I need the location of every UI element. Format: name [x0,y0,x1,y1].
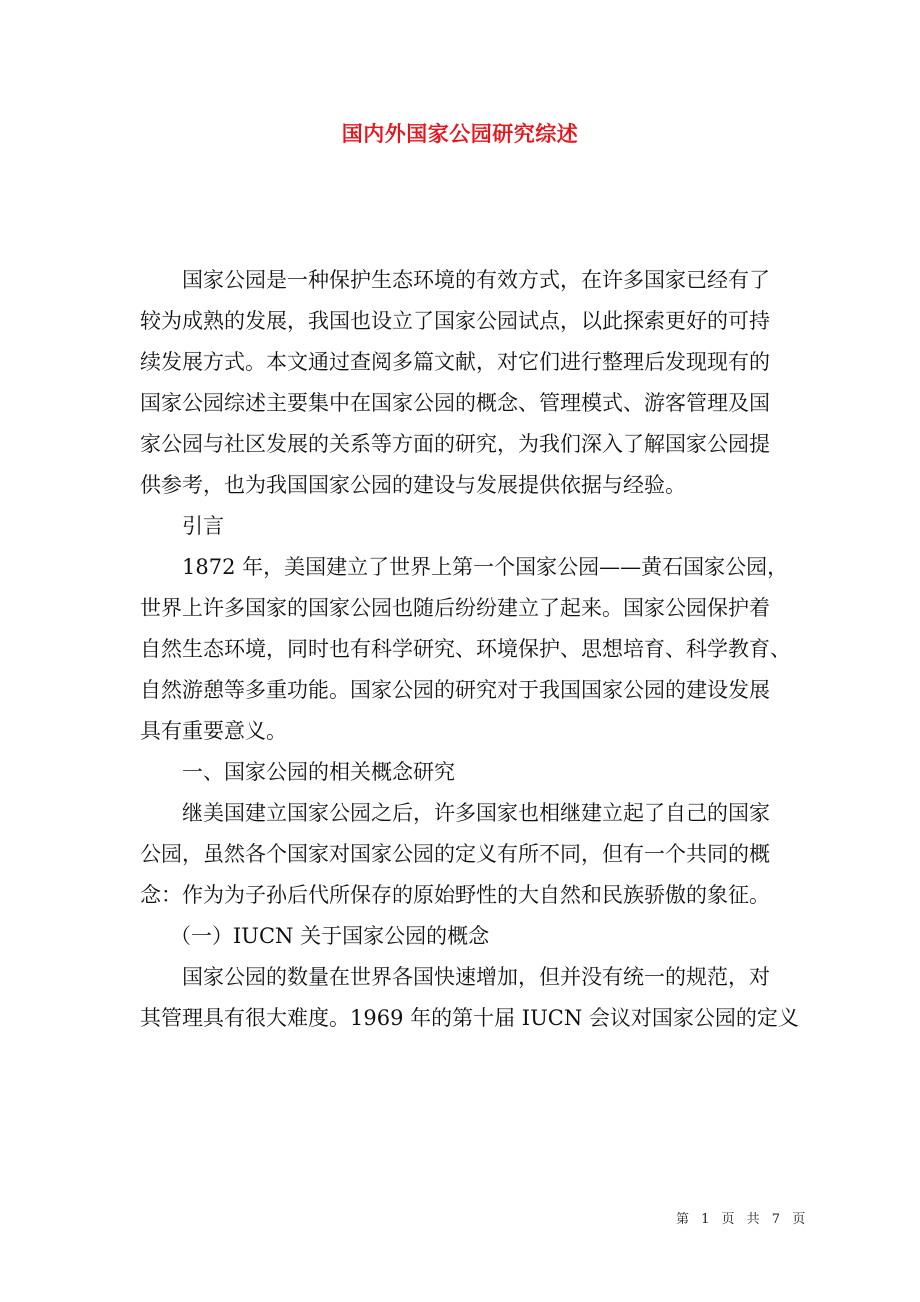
text-line: 公园，虽然各个国家对国家公园的定义有所不同，但有一个共同的概 [140,842,770,866]
text-line: 续发展方式。本文通过查阅多篇文献，对它们进行整理后发现现有的 [140,350,770,374]
text-line: 1872 年，美国建立了世界上第一个国家公园——黄石国家公园， [182,555,789,579]
body-paragraph [140,957,799,1039]
text-line: 自然游憩等多重功能。国家公园的研究对于我国国家公园的建设发展 [140,678,770,702]
heading-text: 引言 [182,514,224,538]
page-number-footer: 第 1 页 共 7 页 [676,1212,810,1227]
text-line: 其管理具有很大难度。1969 年的第十届 IUCN 会议对国家公园的定义 [140,1006,799,1030]
abstract-paragraph [140,260,782,506]
document-body [140,260,799,1039]
text-line: 较为成熟的发展，我国也设立了国家公园试点，以此探索更好的可持 [140,309,770,333]
text-line: 自然生态环境，同时也有科学研究、环境保护、思想培育、科学教育、 [140,637,791,661]
section-heading-introduction [140,506,782,547]
subsection-heading-1-1 [140,916,782,957]
section-heading-1 [140,752,782,793]
text-line: 国家公园是一种保护生态环境的有效方式，在许多国家已经有了 [182,268,770,292]
text-line: 具有重要意义。 [140,719,287,743]
text-line: 家公园与社区发展的关系等方面的研究，为我们深入了解国家公园提 [140,432,770,456]
text-line: 世界上许多国家的国家公园也随后纷纷建立了起来。国家公园保护着 [140,596,770,620]
heading-text: （一）IUCN 关于国家公园的概念 [170,924,490,948]
text-line: 国家公园综述主要集中在国家公园的概念、管理模式、游客管理及国 [140,391,770,415]
body-paragraph [140,547,791,752]
text-line: 继美国建立国家公园之后，许多国家也相继建立起了自己的国家 [182,801,770,825]
heading-text: 一、国家公园的相关概念研究 [182,760,455,784]
body-paragraph [140,793,782,916]
text-line: 供参考，也为我国国家公园的建设与发展提供依据与经验。 [140,473,686,497]
text-line: 念：作为为子孙后代所保存的原始野性的大自然和民族骄傲的象征。 [140,883,770,907]
document-title: 国内外国家公园研究综述 [341,122,579,146]
text-line: 国家公园的数量在世界各国快速增加，但并没有统一的规范，对 [182,965,770,989]
